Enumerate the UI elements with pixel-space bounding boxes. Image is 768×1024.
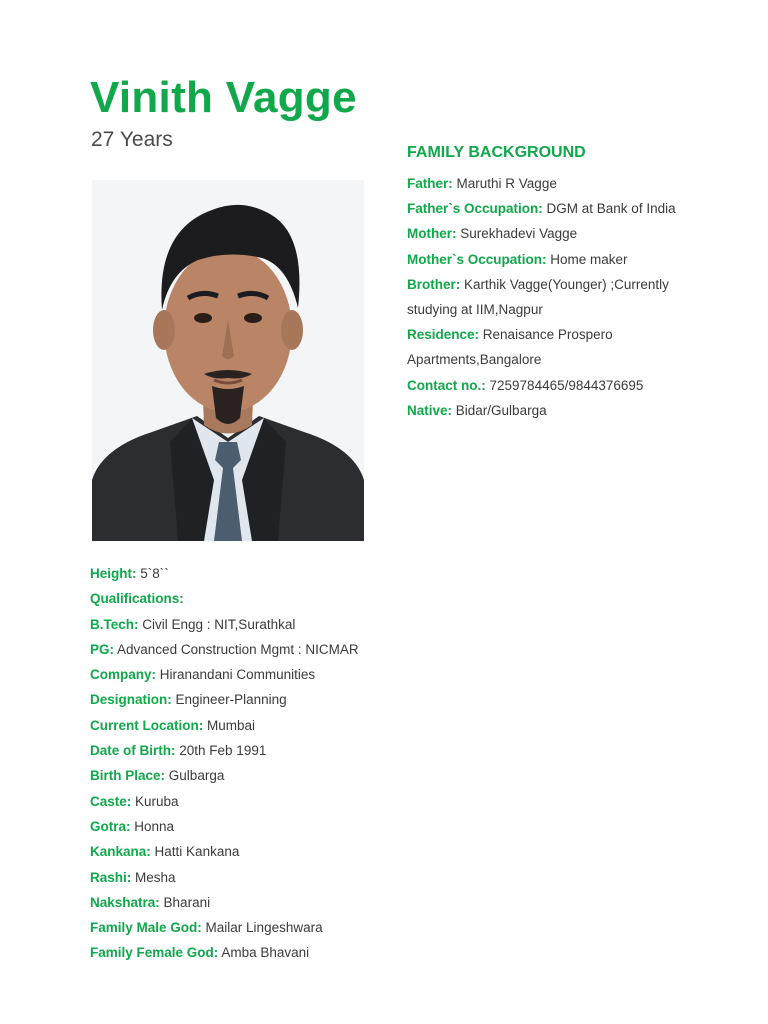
detail-row-company xyxy=(90,662,450,687)
detail-row-birth-place xyxy=(90,763,450,788)
family-row-residence xyxy=(407,322,707,372)
detail-row-caste xyxy=(90,789,450,814)
field-value: Engineer-Planning xyxy=(175,692,287,708)
detail-row-qualifications xyxy=(90,586,450,611)
field-label: Kankana: xyxy=(90,844,151,860)
detail-row-date-of-birth xyxy=(90,738,450,763)
field-label: Qualifications: xyxy=(90,591,184,607)
field-value: 7259784465/9844376695 xyxy=(489,377,644,393)
field-label: Caste: xyxy=(90,793,132,809)
detail-row-current-location xyxy=(90,713,450,738)
detail-row-pg xyxy=(90,637,450,662)
family-row-father xyxy=(407,171,707,196)
field-value: DGM at Bank of India xyxy=(546,201,676,217)
family-row-contact xyxy=(407,373,707,398)
field-label: Designation: xyxy=(90,692,172,708)
field-label: Father`s Occupation: xyxy=(407,201,543,217)
field-value: Advanced Construction Mgmt : NICMAR xyxy=(117,641,359,657)
field-label: Native: xyxy=(407,402,453,418)
field-value: Mumbai xyxy=(207,717,256,733)
field-label: Current Location: xyxy=(90,717,204,733)
field-value: Bidar/Gulbarga xyxy=(455,402,547,418)
field-value: 5`8`` xyxy=(140,566,169,581)
field-label: Gotra: xyxy=(90,818,131,834)
field-label: Birth Place: xyxy=(90,768,166,784)
field-value: Hiranandani Communities xyxy=(159,667,316,683)
field-value: Kuruba xyxy=(135,793,179,809)
field-value: 20th Feb 1991 xyxy=(179,743,267,759)
field-label: Rashi: xyxy=(90,869,132,885)
field-value: Amba Bhavani xyxy=(221,945,310,961)
profile-photo xyxy=(92,180,364,541)
detail-row-family-female-god xyxy=(90,940,450,965)
field-value: Honna xyxy=(134,818,175,834)
field-value: Mailar Lingeshwara xyxy=(205,920,323,936)
field-value: Karthik Vagge(Younger) ;Currently studying at IIM,Nagpur xyxy=(407,276,669,318)
field-label: Mother`s Occupation: xyxy=(407,251,547,267)
field-value: Civil Engg : NIT,Surathkal xyxy=(142,616,296,632)
field-label: Residence: xyxy=(407,327,480,343)
field-label: PG: xyxy=(90,641,115,657)
family-row-brother xyxy=(407,272,707,322)
detail-row-height xyxy=(90,561,450,586)
field-label: Nakshatra: xyxy=(90,894,160,910)
field-value: Surekhadevi Vagge xyxy=(460,226,578,242)
field-label: Contact no.: xyxy=(407,377,486,393)
field-label: Father: xyxy=(407,176,453,191)
detail-row-btech xyxy=(90,612,450,637)
detail-row-gotra xyxy=(90,814,450,839)
field-label: Company: xyxy=(90,667,157,683)
field-label: B.Tech: xyxy=(90,616,139,632)
field-value: Renaisance Prospero Apartments,Bangalore xyxy=(407,327,613,368)
detail-row-kankana xyxy=(90,839,450,864)
field-label: Family Male God: xyxy=(90,920,202,936)
family-row-native xyxy=(407,398,707,423)
detail-row-designation xyxy=(90,687,450,712)
portrait-illustration xyxy=(92,180,364,541)
field-label: Height: xyxy=(90,566,137,581)
detail-row-family-male-god xyxy=(90,915,450,940)
family-row-father-occupation xyxy=(407,196,707,221)
family-row-mother-occupation xyxy=(407,247,707,272)
field-label: Brother: xyxy=(407,276,461,292)
field-value: Hatti Kankana xyxy=(154,844,240,860)
field-label: Mother: xyxy=(407,226,457,242)
field-value: Mesha xyxy=(135,869,176,885)
detail-row-rashi xyxy=(90,865,450,890)
family-background-section xyxy=(407,143,707,423)
field-label: Family Female God: xyxy=(90,945,219,961)
profile-age: 27 Years xyxy=(91,128,173,151)
family-background-heading: FAMILY BACKGROUND xyxy=(407,144,586,161)
field-value: Bharani xyxy=(163,894,211,910)
field-value: Gulbarga xyxy=(168,768,225,784)
family-row-mother xyxy=(407,221,707,246)
field-value: Home maker xyxy=(550,251,628,267)
field-label: Date of Birth: xyxy=(90,743,176,759)
profile-name: Vinith Vagge xyxy=(90,73,357,122)
detail-row-nakshatra xyxy=(90,890,450,915)
personal-details-section xyxy=(90,561,450,966)
field-value: Maruthi R Vagge xyxy=(456,176,557,191)
